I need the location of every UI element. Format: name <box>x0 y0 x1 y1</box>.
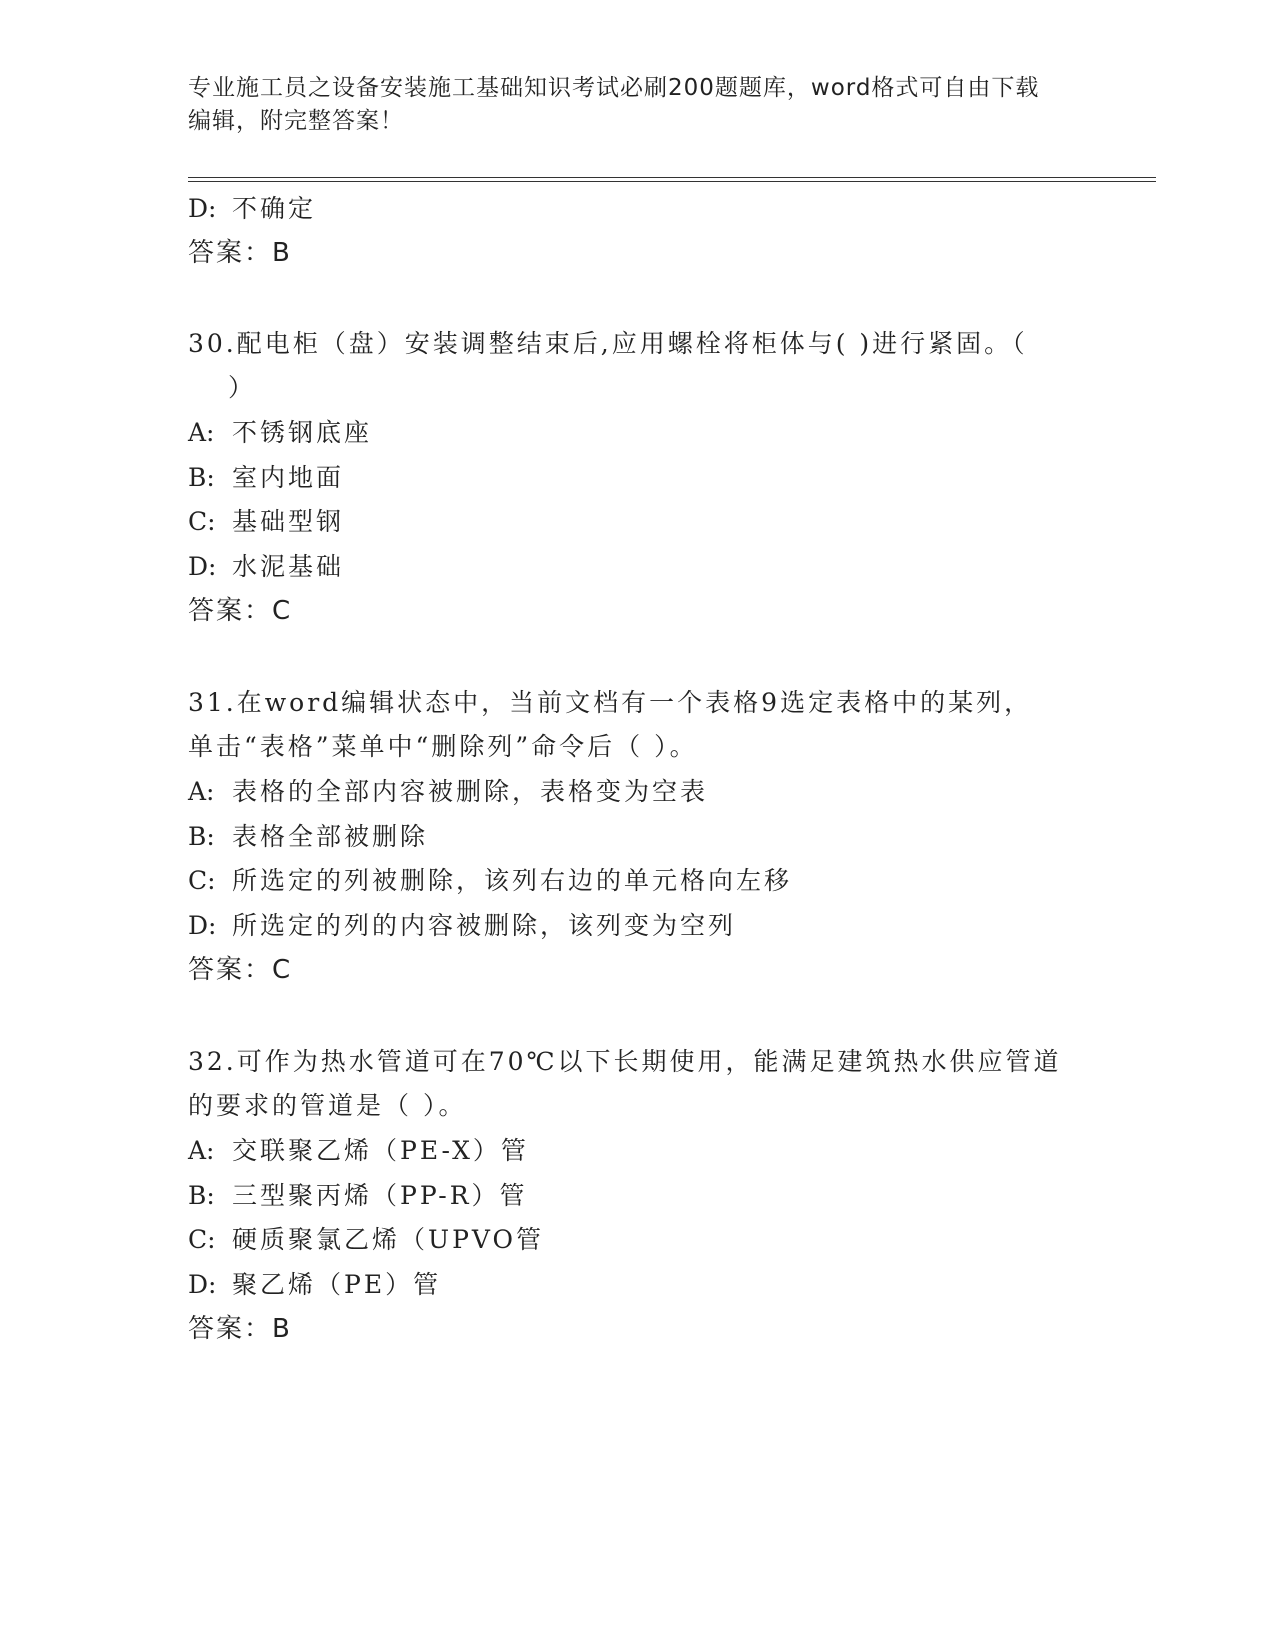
header-divider-top <box>188 177 1156 178</box>
answer-line: 答案：B <box>188 238 292 268</box>
option-text: 水泥基础 <box>232 552 345 581</box>
option-label: A: <box>188 1136 215 1165</box>
option-text: 聚乙烯（PE）管 <box>232 1270 442 1299</box>
option-label: D: <box>188 911 217 940</box>
question-32-answer: 答案：B <box>188 1314 292 1344</box>
option-text: 硬质聚氯乙烯（UPVO管 <box>232 1225 545 1254</box>
option-label: D: <box>188 1270 217 1299</box>
question-31-option-a <box>188 775 708 809</box>
question-30-answer: 答案：C <box>188 596 293 626</box>
option-text: 表格的全部内容被删除，表格变为空表 <box>232 777 709 806</box>
question-32-option-b <box>188 1179 528 1213</box>
option-text: 三型聚丙烯（PP-R）管 <box>232 1181 528 1210</box>
question-32-stem-line1: 32.可作为热水管道可在70℃以下长期使用，能满足建筑热水供应管道 <box>188 1047 1062 1076</box>
question-31-option-b <box>188 820 428 854</box>
option-label: B: <box>188 822 215 851</box>
question-31-stem-line1: 31.在word编辑状态中，当前文档有一个表格9选定表格中的某列， <box>188 688 1033 717</box>
option-label: C: <box>188 1225 216 1254</box>
question-32-option-a <box>188 1134 529 1168</box>
option-text: 不锈钢底座 <box>232 418 373 447</box>
question-30-option-d <box>188 550 344 584</box>
option-label: B: <box>188 1181 215 1210</box>
option-text: 所选定的列的内容被删除，该列变为空列 <box>232 911 737 940</box>
question-31-option-d <box>188 909 736 943</box>
header-divider-bottom <box>188 181 1156 182</box>
option-text: 室内地面 <box>232 463 345 492</box>
question-31-answer: 答案：C <box>188 955 293 985</box>
option-label: D: <box>188 552 217 581</box>
option-text: 所选定的列被删除，该列右边的单元格向左移 <box>232 866 793 895</box>
header-title-line1: 专业施工员之设备安装施工基础知识考试必刷200题题库，word格式可自由下载 <box>188 75 1040 101</box>
option-label: C: <box>188 866 216 895</box>
question-32-option-d <box>188 1268 441 1302</box>
option-text: 表格全部被删除 <box>232 822 429 851</box>
question-32-option-c <box>188 1223 544 1257</box>
option-text: 不确定 <box>232 194 317 223</box>
question-31-stem-line2: 单击“表格”菜单中“删除列”命令后（ ）。 <box>188 732 698 761</box>
option-label: A: <box>188 418 215 447</box>
option-label: D: <box>188 194 217 223</box>
option-text: 基础型钢 <box>232 507 345 536</box>
option-d <box>188 192 316 226</box>
question-30-stem-line2: ） <box>228 373 257 402</box>
option-text: 交联聚乙烯（PE-X）管 <box>232 1136 529 1165</box>
question-32-stem-line2: 的要求的管道是（ ）。 <box>188 1091 467 1120</box>
option-label: B: <box>188 463 215 492</box>
question-30-option-b <box>188 461 344 495</box>
header-title-line2: 编辑，附完整答案！ <box>188 108 404 134</box>
option-label: A: <box>188 777 215 806</box>
option-label: C: <box>188 507 216 536</box>
question-30-stem-line1: 30.配电柜（盘）安装调整结束后,应用螺栓将柜体与( )进行紧固。（ <box>188 329 1028 358</box>
page-header <box>188 72 1088 138</box>
question-30-option-a <box>188 416 372 450</box>
question-30-option-c <box>188 505 344 539</box>
question-31-option-c <box>188 864 792 898</box>
